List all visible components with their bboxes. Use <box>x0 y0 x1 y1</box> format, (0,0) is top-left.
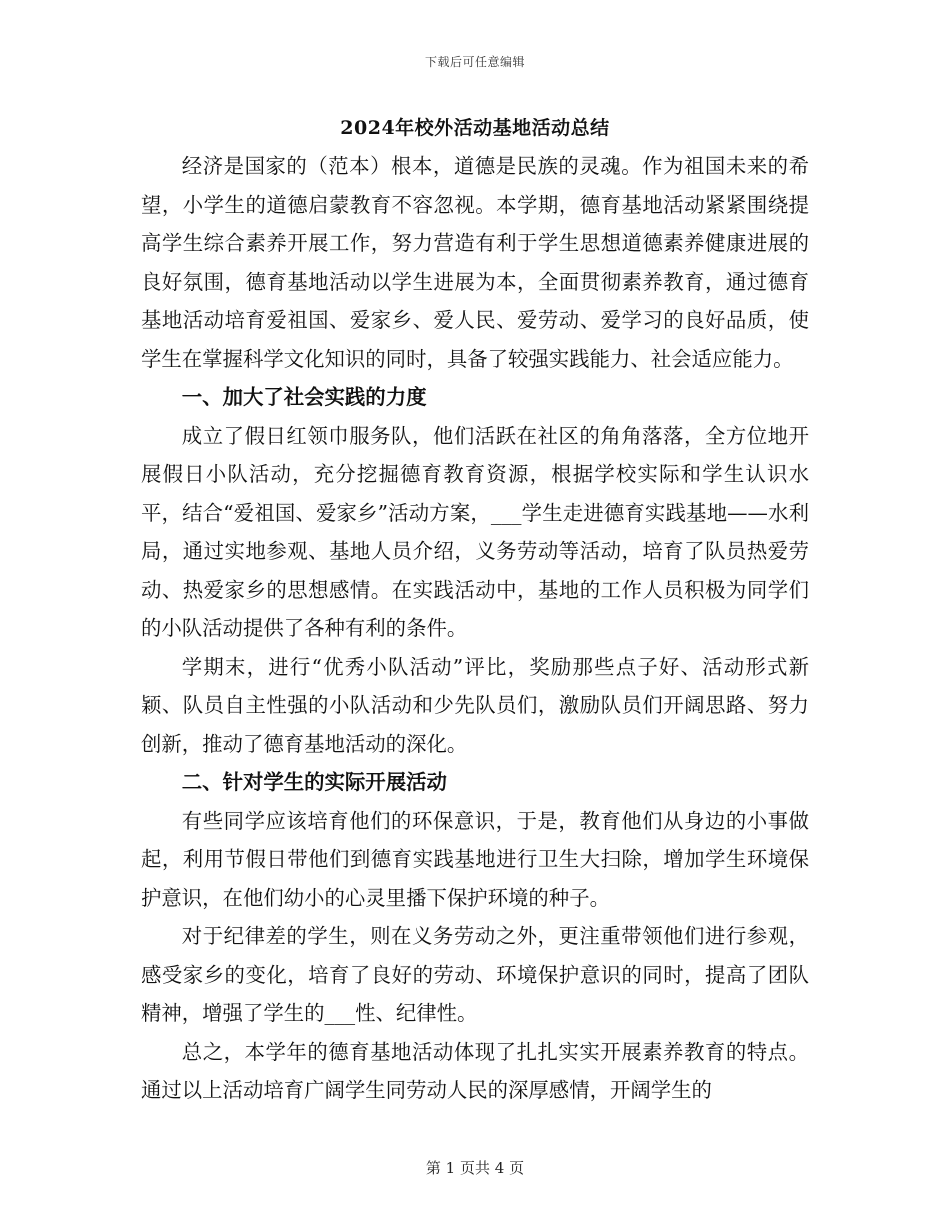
body-paragraph: 有些同学应该培育他们的环保意识，于是，教育他们从身边的小事做起，利用节假日带他们到德育实践基地进行卫生大扫除，增加学生环境保护意识，在他们幼小的心灵里播下保护环境的种子。 <box>141 808 809 910</box>
intro-paragraph: 经济是国家的（范本）根本，道德是民族的灵魂。作为祖国未来的希望，小学生的道德启蒙教育不容忽视。本学期，德育基地活动紧紧围绕提高学生综合素养开展工作，努力营造有利于学生思想道德素养健康进展的良好氛围，德育基地活动以学生进展为本，全面贯彻素养教育，通过德育基地活动培育爱祖国、爱家乡、爱人民、爱劳动、爱学习的良好品质，使学生在掌握科学文化知识的同时，具备了较强实践能力、社会适应能力。 <box>141 154 809 371</box>
document-title: 2024年校外活动基地活动总结 <box>340 117 610 139</box>
section-heading-1: 一、加大了社会实践的力度 <box>181 385 427 409</box>
body-paragraph: 成立了假日红领巾服务队，他们活跃在社区的角角落落，全方位地开展假日小队活动，充分挖掘德育教育资源，根据学校实际和学生认识水平，结合“爱祖国、爱家乡”活动方案，___学生走进德育实践基地——水利局，通过实地参观、基地人员介绍，义务劳动等活动，培育了队员热爱劳动、热爱家乡的思想感情。在实践活动中，基地的工作人员积极为同学们的小队活动提供了各种有利的条件。 <box>141 423 809 640</box>
section-heading-2: 二、针对学生的实际开展活动 <box>181 770 447 794</box>
header-note: 下载后可任意编辑 <box>424 55 525 69</box>
document-body <box>141 147 809 1110</box>
body-paragraph: 学期末，进行“优秀小队活动”评比，奖励那些点子好、活动形式新颖、队员自主性强的小队活动和少先队员们，激励队员们开阔思路、努力创新，推动了德育基地活动的深化。 <box>141 654 809 756</box>
page-footer: 第 1 页共 4 页 <box>425 1159 525 1177</box>
body-paragraph: 对于纪律差的学生，则在义务劳动之外，更注重带领他们进行参观，感受家乡的变化，培育了良好的劳动、环境保护意识的同时，提高了团队精神，增强了学生的___性、纪律性。 <box>141 924 809 1025</box>
body-paragraph: 总之，本学年的德育基地活动体现了扎扎实实开展素养教育的特点。通过以上活动培育广阔学生同劳动人民的深厚感情，开阔学生的 <box>141 1039 809 1102</box>
